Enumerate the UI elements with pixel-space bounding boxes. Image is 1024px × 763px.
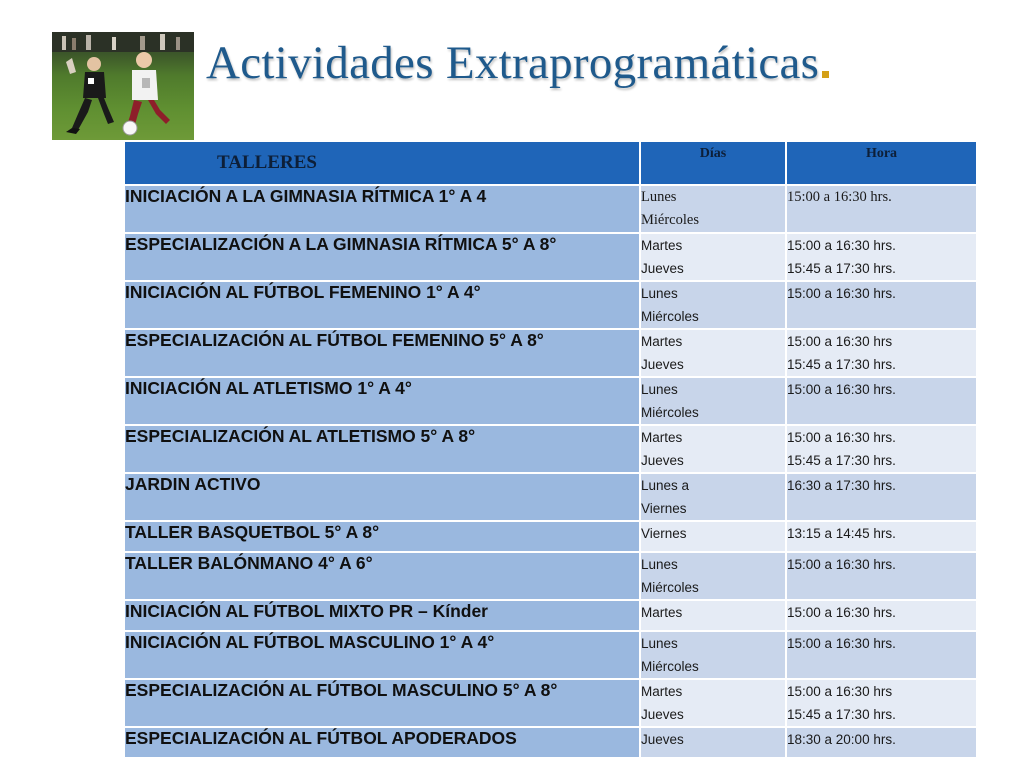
dia-line: Miércoles: [641, 659, 699, 674]
taller-name: ESPECIALIZACIÓN AL FÚTBOL FEMENINO 5° A 8°: [124, 329, 640, 377]
hora-cell: [786, 552, 977, 600]
dia-line: Miércoles: [641, 309, 699, 324]
hora-line: 15:00 a 16:30 hrs.: [787, 605, 896, 620]
page-title-text: Actividades Extraprogramáticas: [206, 37, 820, 89]
table-row: [124, 185, 977, 233]
hora-line: 18:30 a 20:00 hrs.: [787, 732, 896, 747]
table-row: [124, 521, 977, 552]
taller-name: INICIACIÓN AL FÚTBOL MIXTO PR – Kínder: [124, 600, 640, 631]
hora-line: 16:30 a 17:30 hrs.: [787, 478, 896, 493]
hora-cell: [786, 473, 977, 521]
table-row: [124, 377, 977, 425]
dia-line: Jueves: [641, 453, 684, 468]
table-row: [124, 552, 977, 600]
dias-cell: [640, 233, 786, 281]
dias-cell: [640, 329, 786, 377]
dias-cell: [640, 679, 786, 727]
table-header-row: [124, 141, 977, 185]
taller-name: TALLER BASQUETBOL 5° A 8°: [124, 521, 640, 552]
soccer-kids-illustration: [52, 32, 194, 140]
dias-cell: [640, 473, 786, 521]
table-row: [124, 425, 977, 473]
dia-line: Jueves: [641, 707, 684, 722]
hora-line: 15:45 a 17:30 hrs.: [787, 707, 896, 722]
hora-cell: [786, 600, 977, 631]
hora-cell: [786, 233, 977, 281]
dias-cell: [640, 631, 786, 679]
dia-line: Jueves: [641, 732, 684, 747]
dias-cell: [640, 600, 786, 631]
dia-line: Miércoles: [641, 212, 699, 228]
hora-line: 15:00 a 16:30 hrs.: [787, 286, 896, 301]
table-row: [124, 281, 977, 329]
dia-line: Martes: [641, 334, 683, 349]
taller-name: INICIACIÓN A LA GIMNASIA RÍTMICA 1° A 4: [124, 185, 640, 233]
dia-line: Viernes: [641, 526, 687, 541]
table-row: [124, 473, 977, 521]
dia-line: Jueves: [641, 261, 684, 276]
hora-cell: [786, 329, 977, 377]
dia-line: Martes: [641, 605, 683, 620]
title-period-dot: [822, 71, 829, 78]
taller-name: ESPECIALIZACIÓN AL FÚTBOL MASCULINO 5° A 8°: [124, 679, 640, 727]
header-hora: Hora: [786, 141, 977, 185]
hora-cell: [786, 679, 977, 727]
dia-line: Martes: [641, 430, 683, 445]
taller-name: ESPECIALIZACIÓN A LA GIMNASIA RÍTMICA 5° A 8°: [124, 233, 640, 281]
hora-cell: [786, 281, 977, 329]
header-talleres: TALLERES: [124, 141, 640, 185]
dia-line: Lunes: [641, 636, 678, 651]
dia-line: Viernes: [641, 501, 687, 516]
hora-cell: [786, 521, 977, 552]
hora-line: 15:45 a 17:30 hrs.: [787, 357, 896, 372]
dia-line: Miércoles: [641, 580, 699, 595]
taller-name: INICIACIÓN AL FÚTBOL MASCULINO 1° A 4°: [124, 631, 640, 679]
dia-line: Miércoles: [641, 405, 699, 420]
soccer-kids-photo: [52, 32, 194, 140]
page-title: [206, 36, 829, 90]
hora-line: 15:00 a 16:30 hrs.: [787, 557, 896, 572]
dia-line: Martes: [641, 238, 683, 253]
hora-line: 15:45 a 17:30 hrs.: [787, 261, 896, 276]
hora-cell: [786, 185, 977, 233]
dias-cell: [640, 521, 786, 552]
taller-name: INICIACIÓN AL FÚTBOL FEMENINO 1° A 4°: [124, 281, 640, 329]
dia-line: Martes: [641, 684, 683, 699]
dias-cell: [640, 425, 786, 473]
table-row: [124, 679, 977, 727]
hora-cell: [786, 425, 977, 473]
hora-cell: [786, 631, 977, 679]
dia-line: Lunes: [641, 286, 678, 301]
dia-line: Jueves: [641, 357, 684, 372]
taller-name: ESPECIALIZACIÓN AL FÚTBOL APODERADOS: [124, 727, 640, 758]
dias-cell: [640, 281, 786, 329]
dia-line: Lunes a: [641, 478, 690, 493]
hora-line: 13:15 a 14:45 hrs.: [787, 526, 896, 541]
hora-line: 15:00 a 16:30 hrs: [787, 684, 893, 699]
taller-name: JARDIN ACTIVO: [124, 473, 640, 521]
table-row: [124, 329, 977, 377]
table-row: [124, 600, 977, 631]
taller-name: ESPECIALIZACIÓN AL ATLETISMO 5° A 8°: [124, 425, 640, 473]
taller-name: INICIACIÓN AL ATLETISMO 1° A 4°: [124, 377, 640, 425]
dias-cell: [640, 552, 786, 600]
hora-line: 15:00 a 16:30 hrs.: [787, 636, 896, 651]
dias-cell: [640, 727, 786, 758]
table-row: [124, 631, 977, 679]
taller-name: TALLER BALÓNMANO 4° A 6°: [124, 552, 640, 600]
table-row: [124, 233, 977, 281]
hora-line: 15:00 a 16:30 hrs: [787, 334, 893, 349]
dia-line: Lunes: [641, 557, 678, 572]
hora-cell: [786, 727, 977, 758]
dias-cell: [640, 185, 786, 233]
hora-line: 15:00 a 16:30 hrs.: [787, 430, 896, 445]
hora-line: 15:00 a 16:30 hrs.: [787, 238, 896, 253]
hora-line: 15:00 a 16:30 hrs.: [787, 189, 892, 205]
hora-cell: [786, 377, 977, 425]
schedule-table: [123, 140, 978, 759]
header-dias: Días: [640, 141, 786, 185]
dias-cell: [640, 377, 786, 425]
table-row: [124, 727, 977, 758]
dia-line: Lunes: [641, 382, 678, 397]
dia-line: Lunes: [641, 189, 677, 205]
hora-line: 15:45 a 17:30 hrs.: [787, 453, 896, 468]
hora-line: 15:00 a 16:30 hrs.: [787, 382, 896, 397]
